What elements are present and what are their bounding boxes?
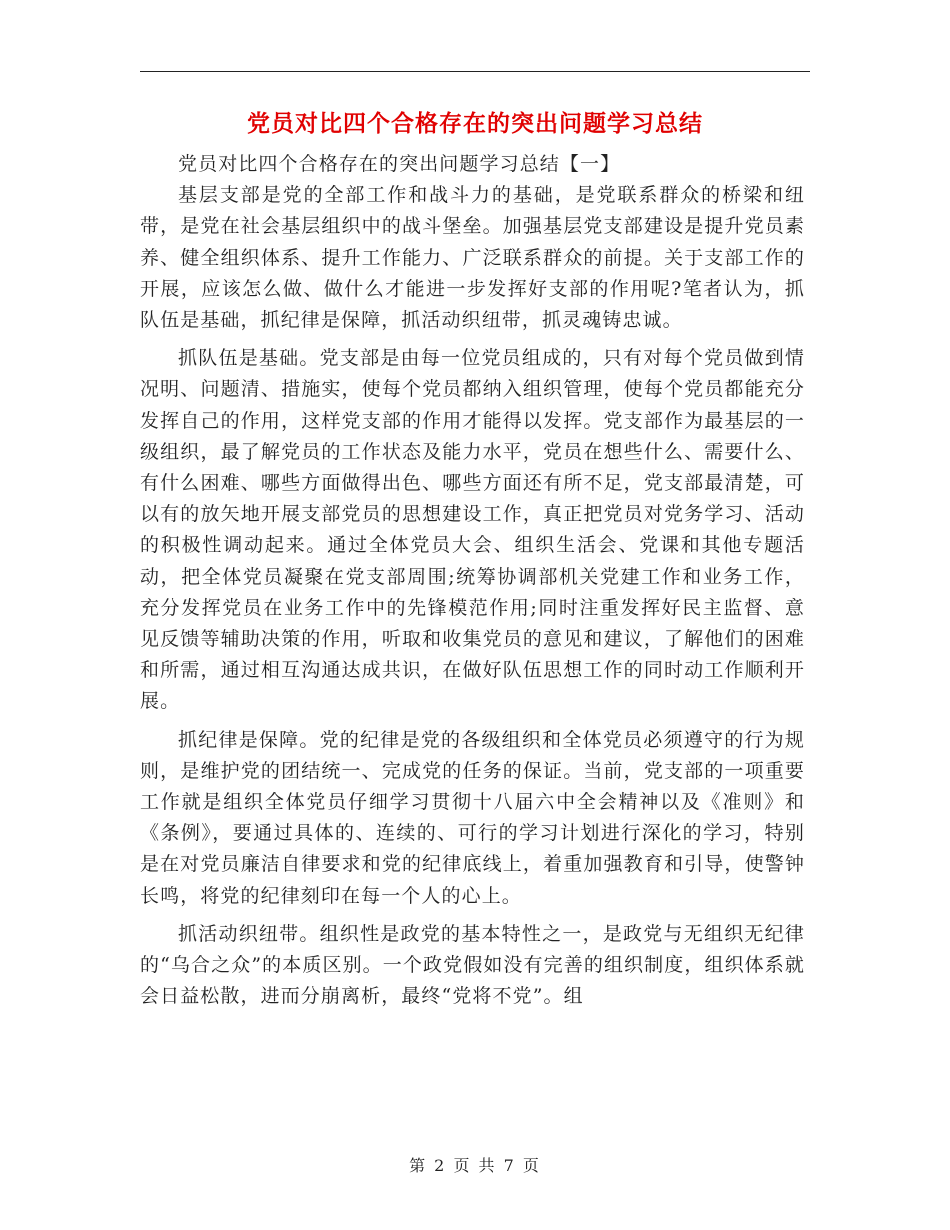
paragraph-intro: 基层支部是党的全部工作和战斗力的基础，是党联系群众的桥梁和纽带，是党在社会基层组织中的战斗堡垒。加强基层党支部建设是提升党员素养、健全组织体系、提升工作能力、广泛联系群众的前提。关于支部工作的开展，应该怎么做、做什么才能进一步发挥好支部的作用呢?笔者认为，抓队伍是基础，抓纪律是保障，抓活动织纽带，抓灵魂铸忠诚。 xyxy=(140,184,805,332)
section-heading: 党员对比四个合格存在的突出问题学习总结【一】 xyxy=(178,153,621,175)
paragraph-discipline: 抓纪律是保障。党的纪律是党的各级组织和全体党员必须遵守的行为规则，是维护党的团结统一、完成党的任务的保证。当前，党支部的一项重要工作就是组织全体党员仔细学习贯彻十八届六中全会精神以及《准则》和《条例》，要通过具体的、连续的、可行的学习计划进行深化的学习，特别是在对党员廉洁自律要求和党的纪律底线上，着重加强教育和引导，使警钟长鸣，将党的纪律刻印在每一个人的心上。 xyxy=(140,728,805,907)
document-body xyxy=(140,149,805,1012)
header-rule xyxy=(140,71,810,72)
paragraph-team: 抓队伍是基础。党支部是由每一位党员组成的，只有对每个党员做到情况明、问题清、措施实，使每个党员都纳入组织管理，使每个党员都能充分发挥自己的作用，这样党支部的作用才能得以发挥。党支部作为最基层的一级组织，最了解党员的工作状态及能力水平，党员在想些什么、需要什么、有什么困难、哪些方面做得出色、哪些方面还有所不足，党支部最清楚，可以有的放矢地开展支部党员的思想建设工作，真正把党员对党务学习、活动的积极性调动起来。通过全体党员大会、组织生活会、党课和其他专题活动，把全体党员凝聚在党支部周围;统筹协调部机关党建工作和业务工作，充分发挥党员在业务工作中的先锋模范作用;同时注重发挥好民主监督、意见反馈等辅助决策的作用，听取和收集党员的意见和建议，了解他们的困难和所需，通过相互沟通达成共识，在做好队伍思想工作的同时动工作顺利开展。 xyxy=(140,347,805,713)
page-number: 第 2 页 共 7 页 xyxy=(409,1156,541,1175)
document-title: 党员对比四个合格存在的突出问题学习总结 xyxy=(247,111,703,137)
paragraph-activities: 抓活动织纽带。组织性是政党的基本特性之一，是政党与无组织无纪律的“乌合之众”的本质区别。一个政党假如没有完善的组织制度，组织体系就会日益松散，进而分崩离析，最终“党将不党”。组 xyxy=(140,922,805,1008)
